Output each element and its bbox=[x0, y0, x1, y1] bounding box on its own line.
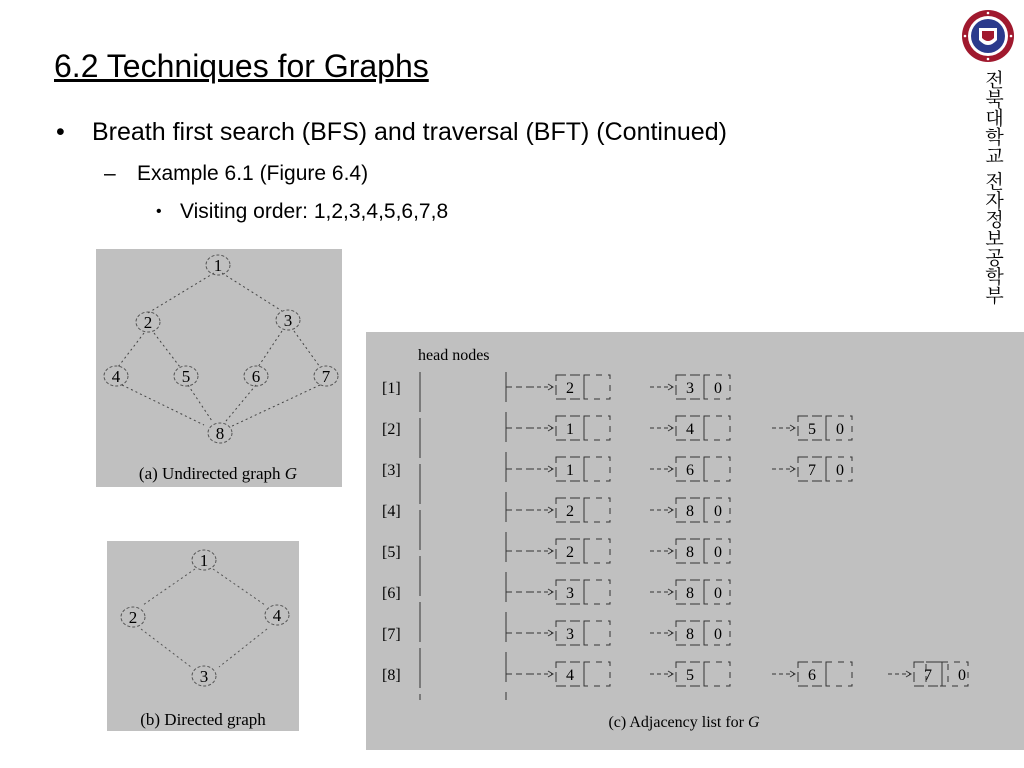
arrow-head bbox=[790, 425, 795, 431]
node-link-field bbox=[584, 375, 610, 399]
graph-node-label: 2 bbox=[143, 313, 153, 332]
node-value: 3 bbox=[566, 585, 574, 602]
figure-b-caption: (b) Directed graph bbox=[140, 710, 266, 729]
page-title: 6.2 Techniques for Graphs bbox=[54, 48, 429, 84]
bullet-2-text: Example 6.1 (Figure 6.4) bbox=[137, 162, 369, 185]
bullet-level-2 bbox=[104, 162, 368, 186]
node-link-field bbox=[584, 416, 610, 440]
null-terminator: 0 bbox=[714, 626, 722, 643]
node-value: 6 bbox=[808, 667, 816, 684]
arrow-head bbox=[548, 425, 553, 431]
node-link-field bbox=[584, 539, 610, 563]
arrow-head bbox=[668, 507, 673, 513]
adjacency-row-label: [6] bbox=[382, 585, 401, 602]
arrow-head bbox=[668, 384, 673, 390]
node-link-field bbox=[704, 457, 730, 481]
node-value: 4 bbox=[686, 421, 694, 438]
graph-node-label: 7 bbox=[321, 367, 331, 386]
node-value: 5 bbox=[808, 421, 816, 438]
bullet-3-text: Visiting order: 1,2,3,4,5,6,7,8 bbox=[180, 200, 449, 223]
arrow-head bbox=[668, 589, 673, 595]
arrow-head bbox=[548, 589, 553, 595]
arrow-head bbox=[548, 630, 553, 636]
bullet-level-1 bbox=[56, 118, 727, 147]
undirected-graph-figure bbox=[96, 249, 342, 487]
null-terminator: 0 bbox=[714, 585, 722, 602]
arrow-head bbox=[548, 384, 553, 390]
node-value: 3 bbox=[566, 626, 574, 643]
graph-node-label: 2 bbox=[128, 608, 138, 627]
graph-node-label: 4 bbox=[111, 367, 121, 386]
null-terminator: 0 bbox=[836, 462, 844, 479]
arrow-head bbox=[548, 507, 553, 513]
node-link-field bbox=[584, 621, 610, 645]
arrow-head bbox=[668, 466, 673, 472]
node-value: 6 bbox=[686, 462, 694, 479]
node-value: 8 bbox=[686, 544, 694, 561]
node-value: 8 bbox=[686, 626, 694, 643]
null-terminator: 0 bbox=[714, 380, 722, 397]
arrow-head bbox=[790, 671, 795, 677]
node-link-field bbox=[584, 580, 610, 604]
null-terminator: 0 bbox=[714, 503, 722, 520]
node-value: 8 bbox=[686, 585, 694, 602]
node-link-field bbox=[826, 662, 852, 686]
bullet-marker: • bbox=[56, 118, 65, 146]
node-value: 2 bbox=[566, 544, 574, 561]
graph-node-label: 3 bbox=[199, 667, 209, 686]
bullet-1-text: Breath first search (BFS) and traversal (BFT) (Continued) bbox=[92, 118, 727, 146]
graph-node-label: 3 bbox=[283, 311, 293, 330]
figure-c-caption: (c) Adjacency list for G bbox=[608, 714, 760, 731]
graph-node-label: 1 bbox=[199, 551, 209, 570]
node-value: 1 bbox=[566, 462, 574, 479]
arrow-head bbox=[906, 671, 911, 677]
arrow-head bbox=[790, 466, 795, 472]
head-nodes-header: head nodes bbox=[418, 347, 490, 364]
node-value: 7 bbox=[808, 462, 816, 479]
node-link-field bbox=[584, 498, 610, 522]
graph-node-label: 1 bbox=[213, 256, 223, 275]
null-terminator: 0 bbox=[714, 544, 722, 561]
dash-marker: – bbox=[104, 162, 116, 185]
directed-graph-figure bbox=[107, 541, 299, 731]
arrow-head bbox=[668, 630, 673, 636]
node-value: 4 bbox=[566, 667, 574, 684]
arrow-head bbox=[548, 466, 553, 472]
adjacency-row-label: [2] bbox=[382, 421, 401, 438]
university-name: 전북대학교 전자정보공학부 bbox=[982, 70, 1004, 305]
adjacency-row-label: [7] bbox=[382, 626, 401, 643]
arrow-head bbox=[668, 425, 673, 431]
adjacency-row-label: [8] bbox=[382, 667, 401, 684]
bullet-marker: • bbox=[156, 203, 162, 221]
adjacency-row-label: [4] bbox=[382, 503, 401, 520]
null-terminator: 0 bbox=[958, 667, 966, 684]
figure-a-caption: (a) Undirected graph G bbox=[138, 464, 298, 483]
graph-node-label: 8 bbox=[215, 424, 225, 443]
adjacency-row-label: [1] bbox=[382, 380, 401, 397]
node-link-field bbox=[704, 662, 730, 686]
node-link-field bbox=[584, 662, 610, 686]
node-link-field bbox=[584, 457, 610, 481]
node-value: 2 bbox=[566, 503, 574, 520]
graph-node-label: 6 bbox=[251, 367, 261, 386]
bullet-level-3 bbox=[156, 200, 448, 224]
null-terminator: 0 bbox=[836, 421, 844, 438]
node-link-field bbox=[704, 416, 730, 440]
node-value: 5 bbox=[686, 667, 694, 684]
node-value: 2 bbox=[566, 380, 574, 397]
arrow-head bbox=[548, 548, 553, 554]
adjacency-row-label: [3] bbox=[382, 462, 401, 479]
adjacency-row-label: [5] bbox=[382, 544, 401, 561]
adjacency-list-figure bbox=[366, 332, 1024, 750]
node-value: 8 bbox=[686, 503, 694, 520]
node-value: 7 bbox=[924, 667, 932, 684]
university-seal-icon bbox=[960, 8, 1016, 64]
graph-node-label: 5 bbox=[181, 367, 191, 386]
arrow-head bbox=[668, 548, 673, 554]
node-value: 1 bbox=[566, 421, 574, 438]
graph-node-label: 4 bbox=[272, 606, 282, 625]
arrow-head bbox=[548, 671, 553, 677]
node-value: 3 bbox=[686, 380, 694, 397]
arrow-head bbox=[668, 671, 673, 677]
